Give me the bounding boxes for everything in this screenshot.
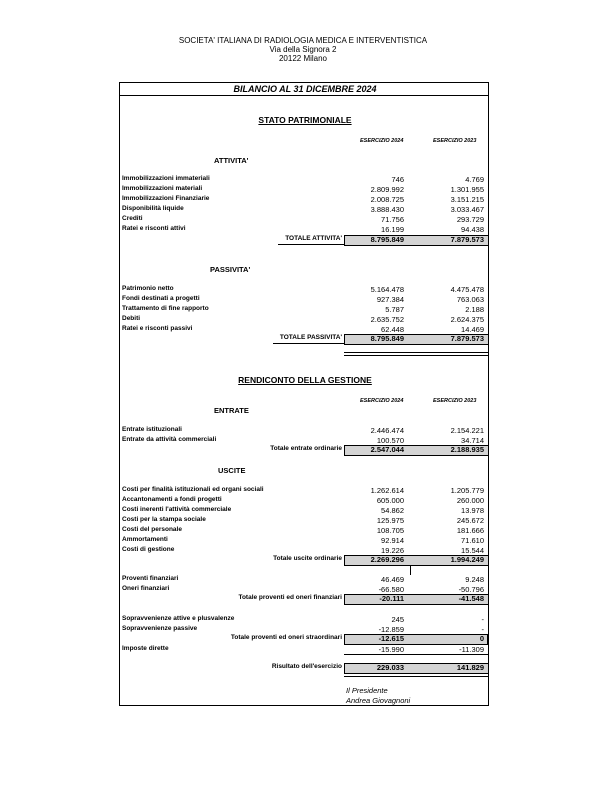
row-label: Costi inerenti l'attività commerciale [122,506,232,513]
row-value-2023: 1.301.955 [450,185,484,194]
row-label: Trattamento di fine rapporto [122,305,209,312]
total-rule-bottom [344,344,488,345]
total-label: Totale proventi ed oneri finanziari [238,594,342,601]
table-row [120,486,488,496]
total-value-2023: 0 [479,634,484,643]
row-value-2023: - [481,625,484,634]
total-row [120,594,488,604]
col-header-2023: ESERCIZIO 2023 [433,138,477,144]
row-label: Fondi destinati a progetti [122,295,200,302]
total-row [120,445,488,455]
row-value-2023: 2.188 [465,305,484,314]
col-header-2024: ESERCIZIO 2024 [360,138,404,144]
total-label: Totale entrate ordinarie [270,445,342,452]
row-label: Costi di gestione [122,546,175,553]
row-value-2023: 71.610 [461,536,484,545]
total-value-2023: 7.879.573 [450,334,484,343]
row-value-2024: 71.756 [381,215,404,224]
row-value-2023: 763.063 [456,295,484,304]
row-value-2024: 100.570 [376,436,404,445]
result-label: Risultato dell'esercizio [271,663,342,670]
row-value-2024: 3.888.430 [370,205,404,214]
row-label: Sopravvenienze passive [122,625,198,632]
row-value-2023: 14.469 [461,325,484,334]
entrate-heading: ENTRATE [214,406,249,415]
row-value-2024: 605.000 [376,496,404,505]
row-label: Entrate istituzionali [122,426,182,433]
total-value-2024: 2.269.296 [370,555,404,564]
attivita-heading: ATTIVITA' [214,156,249,165]
table-row [120,536,488,546]
row-label: Ratei e risconti attivi [122,225,186,232]
row-value-2024: 5.164.478 [370,285,404,294]
signature-name: Andrea Giovagnoni [346,696,411,705]
row-value-2023: 15.544 [461,546,484,555]
row-value-2023: - [481,615,484,624]
row-value-2023: 9.248 [465,575,484,584]
row-label: Accantonamenti a fondi progetti [122,496,222,503]
row-label: Costi per finalità istituzionali ed organi sociali [122,486,264,493]
row-value-2024: 1.262.614 [370,486,404,495]
row-value-2024: -12.859 [378,625,404,634]
row-label: Debiti [122,315,141,322]
row-value-2023: -11.309 [459,645,484,654]
org-name: SOCIETA' ITALIANA DI RADIOLOGIA MEDICA E INTERVENTISTICA [178,36,428,45]
org-address: Via della Signora 2 [269,45,337,54]
row-label: Patrimonio netto [122,285,174,292]
row-value-2023: 4.475.478 [450,285,484,294]
total-value-2024: -12.615 [378,634,404,643]
total-value-2024: 2.547.044 [370,445,404,454]
row-label: Entrate da attività commerciali [122,436,217,443]
total-label: Totale uscite ordinarie [273,555,342,562]
total-value-2024: -20.111 [379,594,404,603]
table-row [120,185,488,195]
col-header-2024: ESERCIZIO 2024 [360,398,404,404]
row-label: Disponibilità liquide [122,205,184,212]
total-row [120,634,488,644]
table-row [120,205,488,215]
row-value-2024: 108.705 [376,526,404,535]
row-label: Ratei e risconti passivi [122,325,193,332]
row-value-2024: 54.862 [381,506,404,515]
col-header-2023: ESERCIZIO 2023 [433,398,477,404]
row-value-2023: 1.205.779 [450,486,484,495]
table-row [120,575,488,585]
row-value-2024: 16.199 [381,225,404,234]
table-row [120,315,488,325]
passivita-heading: PASSIVITA' [210,265,251,274]
row-value-2023: 4.769 [465,175,484,184]
row-value-2023: 3.151.215 [450,195,484,204]
rendiconto-heading: RENDICONTO DELLA GESTIONE [238,375,372,385]
row-value-2023: 34.714 [461,436,484,445]
row-value-2024: 2.809.992 [370,185,404,194]
table-row [120,195,488,205]
row-label: Proventi finanziari [122,575,179,582]
row-value-2024: 746 [391,175,404,184]
row-value-2023: 13.978 [461,506,484,515]
row-label: Immobilizzazioni materiali [122,185,203,192]
table-row [120,225,488,235]
total-value-2023: 1.994.249 [450,555,484,564]
row-value-2023: 3.033.467 [450,205,484,214]
row-label: Oneri finanziari [122,585,170,592]
total-rule-bottom [344,455,488,456]
column-divider [410,565,411,575]
total-label: TOTALE PASSIVITA' [279,334,342,341]
total-value-2023: -41.548 [458,594,484,603]
row-value-2024: 2.446.474 [370,426,404,435]
row-value-2023: 245.672 [456,516,484,525]
total-value-2023: 2.188.935 [450,445,484,454]
document-title: BILANCIO AL 31 DICEMBRE 2024 [233,84,377,94]
balance-sheet-frame [119,82,489,706]
table-row [120,295,488,305]
total-row [120,235,488,245]
total-row [120,555,488,565]
table-row [120,175,488,185]
table-row [120,526,488,536]
stato-patrimoniale-heading: STATO PATRIMONIALE [258,115,352,125]
double-rule [344,352,488,353]
total-label: Totale proventi ed oneri straordinari [230,634,342,641]
double-rule [344,355,488,356]
row-value-2023: 94.438 [461,225,484,234]
total-value-2023: 7.879.573 [450,235,484,244]
row-label: Sopravvenienze attive e plusvalenze [122,615,235,622]
total-value-2024: 8.795.849 [370,334,404,343]
row-label: Imposte dirette [122,645,169,652]
row-value-2024: 92.914 [381,536,404,545]
signature-role: Il Presidente [346,686,388,695]
row-value-2024: -66.580 [378,585,404,594]
total-rule-bottom [344,604,488,605]
table-row [120,285,488,295]
total-rule-bottom [344,565,488,566]
row-value-2023: 181.666 [456,526,484,535]
result-row [120,663,488,673]
row-value-2024: 2.008.725 [370,195,404,204]
uscite-heading: USCITE [218,466,246,475]
total-rule-bottom [344,245,488,246]
row-value-2023: -50.796 [458,585,484,594]
result-rule-double [344,676,488,677]
row-value-2023: 2.154.221 [450,426,484,435]
row-value-2024: 245 [391,615,404,624]
row-label: Costi del personale [122,526,182,533]
table-row [120,506,488,516]
row-value-2024: 927.384 [376,295,404,304]
result-value-2023: 141.829 [456,663,484,672]
title-divider [120,95,488,96]
row-value-2024: 125.975 [376,516,404,525]
row-label: Ammortamenti [122,536,168,543]
row-label: Crediti [122,215,143,222]
table-row [120,496,488,506]
result-value-2024: 229.033 [376,663,404,672]
result-rule-bottom [344,673,488,674]
row-value-2024: 62.448 [381,325,404,334]
row-value-2024: 19.226 [381,546,404,555]
row-label: Immobilizzazioni immateriali [122,175,210,182]
total-row [120,334,488,344]
total-label: TOTALE ATTIVITA' [285,235,342,242]
org-city: 20122 Milano [278,54,328,63]
table-row [120,615,488,625]
row-label: Costi per la stampa sociale [122,516,206,523]
row-value-2023: 260.000 [456,496,484,505]
table-row [120,305,488,315]
table-row [120,426,488,436]
table-row [120,215,488,225]
row-value-2024: -15.990 [378,645,404,654]
row-value-2023: 293.729 [456,215,484,224]
row-value-2024: 2.635.752 [370,315,404,324]
row-underline [344,654,488,655]
table-row [120,516,488,526]
row-label: Immobilizzazioni Finanziarie [122,195,210,202]
total-value-2024: 8.795.849 [370,235,404,244]
row-value-2024: 46.469 [381,575,404,584]
row-value-2023: 2.624.375 [450,315,484,324]
row-value-2024: 5.787 [385,305,404,314]
